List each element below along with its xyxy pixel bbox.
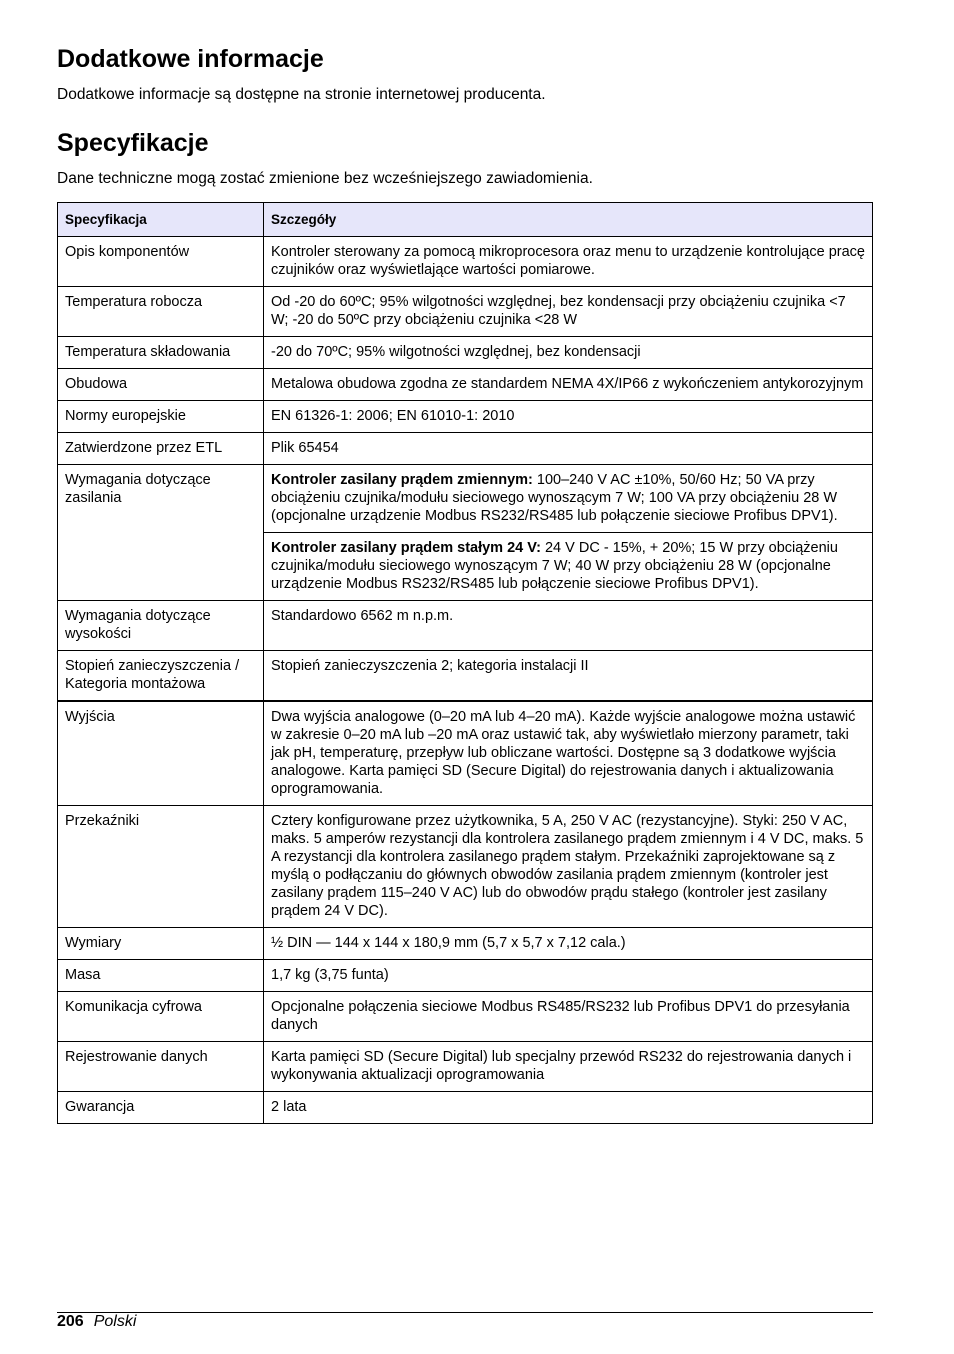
table-row [58, 465, 873, 533]
spec-value: EN 61326-1: 2006; EN 61010-1: 2010 [264, 401, 873, 433]
footer-divider [57, 1312, 873, 1313]
spec-value: 1,7 kg (3,75 funta) [264, 960, 873, 992]
table-row [58, 1092, 873, 1124]
table-row [58, 601, 873, 651]
spec-value-dc [264, 533, 873, 601]
ac-label: Kontroler zasilany prądem zmiennym: [271, 472, 533, 488]
spec-name: Rejestrowanie danych [58, 1042, 264, 1092]
spec-value-ac [264, 465, 873, 533]
table-header-row [58, 203, 873, 237]
heading-additional-info: Dodatkowe informacje [57, 45, 324, 73]
table-row [58, 992, 873, 1042]
spec-name: Opis komponentów [58, 237, 264, 287]
specifications-table [57, 202, 873, 1124]
spec-name: Komunikacja cyfrowa [58, 992, 264, 1042]
spec-name: Temperatura robocza [58, 287, 264, 337]
heading-specifications: Specyfikacje [57, 129, 209, 157]
spec-value: Kontroler sterowany za pomocą mikroprocesora oraz menu to urządzenie kontrolujące pracę czujników oraz wyświetlające wartości pomiarowe. [264, 237, 873, 287]
spec-name: Temperatura składowania [58, 337, 264, 369]
spec-value: 2 lata [264, 1092, 873, 1124]
spec-name: Masa [58, 960, 264, 992]
table-row [58, 960, 873, 992]
spec-value: Cztery konfigurowane przez użytkownika, 5 A, 250 V AC (rezystancyjne). Styki: 250 V AC, maks. 5 amperów rezystancji dla kontrolera zasilanego prądem zmiennym i 4 V DC, maks. 5 A rezystancji dla kontrolera zasilanego prądem stałym. Przekaźniki zaprojektowane są z myślą o podłączaniu do głównych obwodów zasilania prądem zmiennym (kontroler jest zasilany prądem 115–240 V AC) lub do obwodów prądu stałego (kontroler jest zasilany prądem 24 V DC). [264, 806, 873, 928]
table-row [58, 287, 873, 337]
table-row [58, 928, 873, 960]
spec-name: Przekaźniki [58, 806, 264, 928]
dc-text: 24 V DC - 15%, + 20%; 15 W przy obciążeniu czujnika/modułu sieciowego wynoszącym 7 W; 40 W przy obciążeniu 28 W (opcjonalne urządzenie Modbus RS232/RS485 lub połączenie sieciowe Profibus DPV1). [271, 540, 838, 592]
additional-info-text: Dodatkowe informacje są dostępne na stronie internetowej producenta. [57, 86, 546, 103]
spec-name: Stopień zanieczyszczenia / Kategoria montażowa [58, 651, 264, 702]
column-header-spec: Specyfikacja [58, 203, 264, 237]
table-row [58, 401, 873, 433]
footer-language: Polski [93, 1313, 137, 1330]
spec-value: Dwa wyjścia analogowe (0–20 mA lub 4–20 mA). Każde wyjście analogowe można ustawić w zakresie 0–20 mA lub –20 mA oraz ustawić tak, aby wyświetlało mierzony parametr, taki jak pH, temperaturę, przepływ lub obliczane wartości. Dostępne są 3 dodatkowe wyjścia analogowe. Karta pamięci SD (Secure Digital) do rejestrowania danych i aktualizowania oprogramowania. [264, 701, 873, 806]
spec-value: Plik 65454 [264, 433, 873, 465]
table-row [58, 651, 873, 702]
spec-value: -20 do 70ºC; 95% wilgotności względnej, bez kondensacji [264, 337, 873, 369]
spec-value: Stopień zanieczyszczenia 2; kategoria instalacji II [264, 651, 873, 702]
spec-name: Zatwierdzone przez ETL [58, 433, 264, 465]
spec-value: Standardowo 6562 m n.p.m. [264, 601, 873, 651]
page-footer [57, 1313, 136, 1331]
table-row [58, 369, 873, 401]
table-row [58, 701, 873, 806]
spec-name: Wyjścia [58, 701, 264, 806]
dc-label: Kontroler zasilany prądem stałym 24 V: [271, 540, 541, 556]
ac-text: 100–240 V AC ±10%, 50/60 Hz; 50 VA przy obciążeniu czujnika/modułu sieciowego wynoszącym 7 W; 100 VA przy obciążeniu 28 W (opcjonalne urządzenie Modbus RS232/RS485 lub połączenie sieciowe Profibus DPV1). [271, 472, 838, 524]
table-row [58, 237, 873, 287]
spec-value: Metalowa obudowa zgodna ze standardem NEMA 4X/IP66 z wykończeniem antykorozyjnym [264, 369, 873, 401]
table-row [58, 433, 873, 465]
spec-value: ½ DIN — 144 x 144 x 180,9 mm (5,7 x 5,7 x 7,12 cala.) [264, 928, 873, 960]
spec-name: Normy europejskie [58, 401, 264, 433]
column-header-details: Szczegóły [264, 203, 873, 237]
table-row [58, 337, 873, 369]
spec-name: Obudowa [58, 369, 264, 401]
spec-value: Karta pamięci SD (Secure Digital) lub specjalny przewód RS232 do rejestrowania danych i wykonywania aktualizacji oprogramowania [264, 1042, 873, 1092]
spec-name: Wymagania dotyczące zasilania [58, 465, 264, 601]
specifications-note: Dane techniczne mogą zostać zmienione bez wcześniejszego zawiadomienia. [57, 170, 593, 187]
spec-name: Wymiary [58, 928, 264, 960]
spec-value: Opcjonalne połączenia sieciowe Modbus RS485/RS232 lub Profibus DPV1 do przesyłania danych [264, 992, 873, 1042]
page-number: 206 [57, 1313, 84, 1330]
spec-name: Wymagania dotyczące wysokości [58, 601, 264, 651]
table-row [58, 1042, 873, 1092]
spec-value: Od -20 do 60ºC; 95% wilgotności względnej, bez kondensacji przy obciążeniu czujnika <7 W; -20 do 50ºC przy obciążeniu czujnika <28 W [264, 287, 873, 337]
table-row [58, 806, 873, 928]
spec-name: Gwarancja [58, 1092, 264, 1124]
